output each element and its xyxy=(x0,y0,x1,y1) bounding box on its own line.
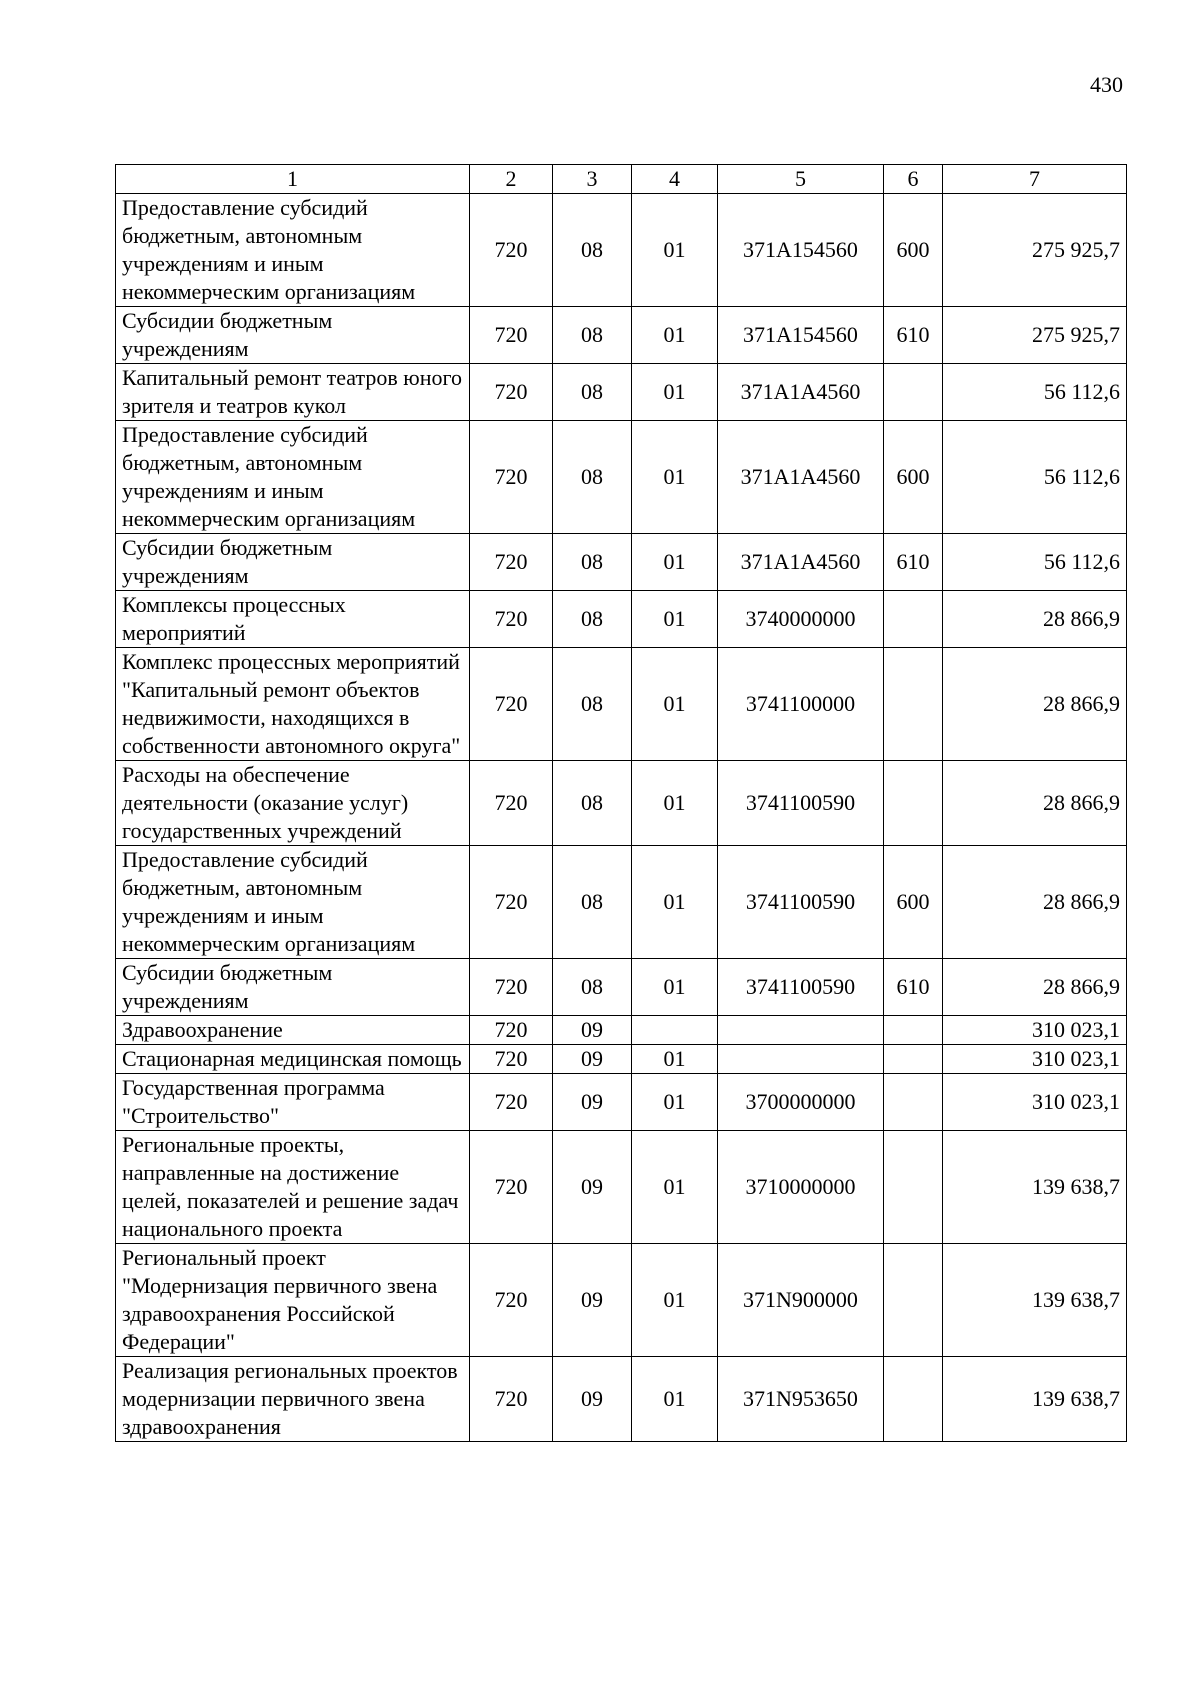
row-target-cell xyxy=(718,1045,884,1074)
row-amount-cell: 56 112,6 xyxy=(943,364,1127,421)
row-section-cell: 08 xyxy=(553,761,632,846)
row-subsection-cell: 01 xyxy=(632,1074,718,1131)
row-name-cell: Субсидии бюджетным учреждениям xyxy=(116,534,470,591)
table-row xyxy=(116,534,1127,591)
table-row xyxy=(116,421,1127,534)
row-name-cell: Субсидии бюджетным учреждениям xyxy=(116,959,470,1016)
row-section-cell: 08 xyxy=(553,846,632,959)
row-target-cell: 3700000000 xyxy=(718,1074,884,1131)
row-section-cell: 08 xyxy=(553,591,632,648)
row-type-cell: 600 xyxy=(884,421,943,534)
row-name-cell: Расходы на обеспечение деятельности (оказание услуг) государственных учреждений xyxy=(116,761,470,846)
row-name-cell: Региональные проекты, направленные на достижение целей, показателей и решение задач национального проекта xyxy=(116,1131,470,1244)
row-subsection-cell xyxy=(632,1016,718,1045)
row-section-cell: 09 xyxy=(553,1045,632,1074)
column-header: 5 xyxy=(718,165,884,194)
row-type-cell xyxy=(884,1244,943,1357)
row-subsection-cell: 01 xyxy=(632,364,718,421)
row-name-cell: Капитальный ремонт театров юного зрителя и театров кукол xyxy=(116,364,470,421)
table-row xyxy=(116,761,1127,846)
table-header-row xyxy=(116,165,1127,194)
table-row xyxy=(116,846,1127,959)
row-section-cell: 09 xyxy=(553,1016,632,1045)
column-header: 7 xyxy=(943,165,1127,194)
row-target-cell: 3741100590 xyxy=(718,761,884,846)
row-subsection-cell: 01 xyxy=(632,591,718,648)
row-section-cell: 08 xyxy=(553,194,632,307)
row-code-cell: 720 xyxy=(470,534,553,591)
row-type-cell xyxy=(884,364,943,421)
row-name-cell: Предоставление субсидий бюджетным, автономным учреждениям и иным некоммерческим организациям xyxy=(116,421,470,534)
row-subsection-cell: 01 xyxy=(632,534,718,591)
row-type-cell: 600 xyxy=(884,194,943,307)
row-target-cell: 3741100000 xyxy=(718,648,884,761)
row-section-cell: 08 xyxy=(553,307,632,364)
table-row xyxy=(116,1131,1127,1244)
row-subsection-cell: 01 xyxy=(632,761,718,846)
row-code-cell: 720 xyxy=(470,846,553,959)
row-code-cell: 720 xyxy=(470,959,553,1016)
row-name-cell: Здравоохранение xyxy=(116,1016,470,1045)
row-type-cell: 600 xyxy=(884,846,943,959)
row-section-cell: 08 xyxy=(553,421,632,534)
row-code-cell: 720 xyxy=(470,591,553,648)
page-number: 430 xyxy=(1090,72,1123,97)
row-amount-cell: 56 112,6 xyxy=(943,421,1127,534)
row-section-cell: 09 xyxy=(553,1244,632,1357)
row-subsection-cell: 01 xyxy=(632,846,718,959)
row-target-cell: 371N953650 xyxy=(718,1357,884,1442)
column-header: 3 xyxy=(553,165,632,194)
row-code-cell: 720 xyxy=(470,421,553,534)
table-row xyxy=(116,648,1127,761)
table-row xyxy=(116,1357,1127,1442)
row-type-cell: 610 xyxy=(884,534,943,591)
row-code-cell: 720 xyxy=(470,1045,553,1074)
row-amount-cell: 310 023,1 xyxy=(943,1045,1127,1074)
row-target-cell: 3740000000 xyxy=(718,591,884,648)
row-amount-cell: 310 023,1 xyxy=(943,1074,1127,1131)
column-header: 6 xyxy=(884,165,943,194)
row-amount-cell: 139 638,7 xyxy=(943,1244,1127,1357)
row-code-cell: 720 xyxy=(470,1357,553,1442)
row-type-cell xyxy=(884,1357,943,1442)
table-row xyxy=(116,364,1127,421)
row-amount-cell: 28 866,9 xyxy=(943,591,1127,648)
row-type-cell xyxy=(884,1016,943,1045)
row-name-cell: Предоставление субсидий бюджетным, автономным учреждениям и иным некоммерческим организациям xyxy=(116,194,470,307)
row-target-cell: 371A1A4560 xyxy=(718,534,884,591)
row-code-cell: 720 xyxy=(470,1131,553,1244)
row-amount-cell: 28 866,9 xyxy=(943,959,1127,1016)
column-header: 1 xyxy=(116,165,470,194)
row-amount-cell: 310 023,1 xyxy=(943,1016,1127,1045)
row-type-cell xyxy=(884,761,943,846)
budget-table xyxy=(115,164,1127,1442)
row-type-cell xyxy=(884,1131,943,1244)
row-amount-cell: 139 638,7 xyxy=(943,1131,1127,1244)
row-code-cell: 720 xyxy=(470,1074,553,1131)
row-section-cell: 08 xyxy=(553,648,632,761)
row-section-cell: 08 xyxy=(553,959,632,1016)
row-amount-cell: 56 112,6 xyxy=(943,534,1127,591)
row-type-cell xyxy=(884,1045,943,1074)
row-section-cell: 08 xyxy=(553,364,632,421)
row-code-cell: 720 xyxy=(470,648,553,761)
column-header: 4 xyxy=(632,165,718,194)
row-type-cell: 610 xyxy=(884,959,943,1016)
table-row xyxy=(116,1074,1127,1131)
row-name-cell: Субсидии бюджетным учреждениям xyxy=(116,307,470,364)
row-type-cell xyxy=(884,1074,943,1131)
row-subsection-cell: 01 xyxy=(632,1045,718,1074)
row-name-cell: Государственная программа "Строительство" xyxy=(116,1074,470,1131)
row-section-cell: 09 xyxy=(553,1074,632,1131)
row-section-cell: 09 xyxy=(553,1131,632,1244)
row-code-cell: 720 xyxy=(470,364,553,421)
row-type-cell xyxy=(884,648,943,761)
table-row xyxy=(116,194,1127,307)
row-subsection-cell: 01 xyxy=(632,194,718,307)
row-subsection-cell: 01 xyxy=(632,307,718,364)
row-code-cell: 720 xyxy=(470,1244,553,1357)
row-subsection-cell: 01 xyxy=(632,421,718,534)
row-name-cell: Реализация региональных проектов модернизации первичного звена здравоохранения xyxy=(116,1357,470,1442)
row-target-cell: 371N900000 xyxy=(718,1244,884,1357)
column-header: 2 xyxy=(470,165,553,194)
row-target-cell: 371A1A4560 xyxy=(718,364,884,421)
table-row xyxy=(116,1045,1127,1074)
row-code-cell: 720 xyxy=(470,1016,553,1045)
row-subsection-cell: 01 xyxy=(632,1357,718,1442)
row-section-cell: 09 xyxy=(553,1357,632,1442)
row-subsection-cell: 01 xyxy=(632,648,718,761)
row-name-cell: Региональный проект "Модернизация первичного звена здравоохранения Российской Федерации" xyxy=(116,1244,470,1357)
row-name-cell: Предоставление субсидий бюджетным, автономным учреждениям и иным некоммерческим организациям xyxy=(116,846,470,959)
row-name-cell: Комплекс процессных мероприятий "Капитальный ремонт объектов недвижимости, находящихся в собственности автономного округа" xyxy=(116,648,470,761)
row-target-cell: 371A154560 xyxy=(718,194,884,307)
row-target-cell: 3710000000 xyxy=(718,1131,884,1244)
row-name-cell: Стационарная медицинская помощь xyxy=(116,1045,470,1074)
row-section-cell: 08 xyxy=(553,534,632,591)
row-type-cell: 610 xyxy=(884,307,943,364)
row-amount-cell: 275 925,7 xyxy=(943,194,1127,307)
table-body xyxy=(116,194,1127,1442)
row-amount-cell: 275 925,7 xyxy=(943,307,1127,364)
table-row xyxy=(116,1016,1127,1045)
row-code-cell: 720 xyxy=(470,194,553,307)
row-name-cell: Комплексы процессных мероприятий xyxy=(116,591,470,648)
row-target-cell: 371A154560 xyxy=(718,307,884,364)
table-row xyxy=(116,1244,1127,1357)
row-code-cell: 720 xyxy=(470,761,553,846)
table-row xyxy=(116,307,1127,364)
row-amount-cell: 28 866,9 xyxy=(943,761,1127,846)
row-amount-cell: 28 866,9 xyxy=(943,846,1127,959)
table-row xyxy=(116,959,1127,1016)
row-subsection-cell: 01 xyxy=(632,959,718,1016)
row-type-cell xyxy=(884,591,943,648)
row-code-cell: 720 xyxy=(470,307,553,364)
row-subsection-cell: 01 xyxy=(632,1131,718,1244)
row-target-cell: 3741100590 xyxy=(718,959,884,1016)
row-target-cell: 371A1A4560 xyxy=(718,421,884,534)
row-amount-cell: 139 638,7 xyxy=(943,1357,1127,1442)
row-target-cell: 3741100590 xyxy=(718,846,884,959)
row-amount-cell: 28 866,9 xyxy=(943,648,1127,761)
row-subsection-cell: 01 xyxy=(632,1244,718,1357)
row-target-cell xyxy=(718,1016,884,1045)
table-row xyxy=(116,591,1127,648)
